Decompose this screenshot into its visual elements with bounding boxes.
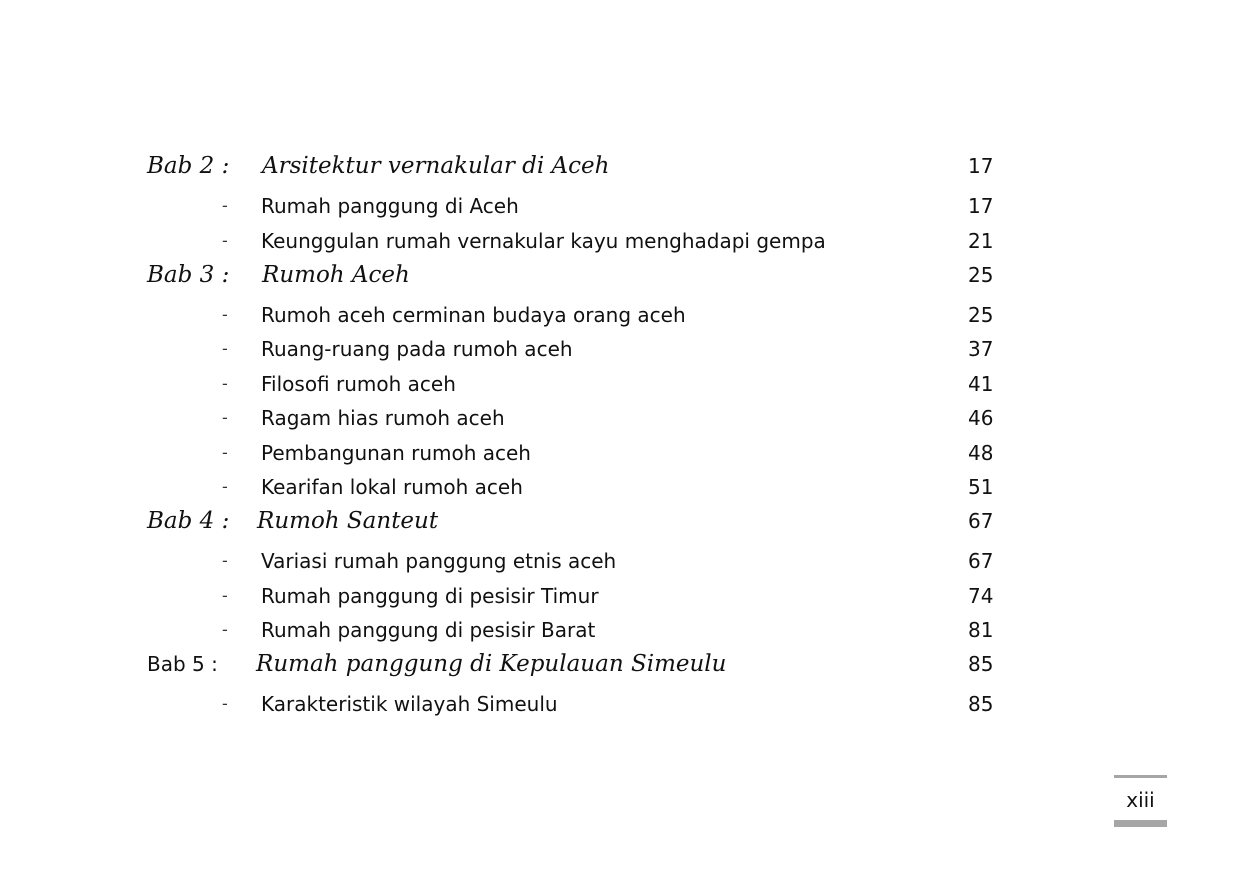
item-row [0, 472, 1240, 502]
item-title: Kearifan lokal rumoh aceh [261, 475, 523, 499]
item-title: Ruang-ruang pada rumoh aceh [261, 337, 573, 361]
page-number: 41 [968, 372, 994, 396]
item-title: Pembangunan rumoh aceh [261, 441, 531, 465]
bullet-dash: - [222, 231, 228, 250]
item-title: Ragam hias rumoh aceh [261, 406, 505, 430]
bullet-dash: - [222, 477, 228, 496]
chapter-label: Bab 5 : [147, 652, 218, 676]
chapter-title: Rumah panggung di Kepulauan Simeulu [256, 651, 727, 677]
page-number: 81 [968, 618, 994, 642]
footer-top-rule [1114, 775, 1167, 778]
chapter-row [0, 260, 1240, 290]
page-number: 17 [968, 154, 994, 178]
page-number: 21 [968, 229, 994, 253]
item-title: Karakteristik wilayah Simeulu [261, 692, 558, 716]
page-number: 46 [968, 406, 994, 430]
chapter-title: Arsitektur vernakular di Aceh [262, 153, 610, 179]
bullet-dash: - [222, 196, 228, 215]
item-row [0, 191, 1240, 221]
item-row [0, 300, 1240, 330]
page-number: 51 [968, 475, 994, 499]
chapter-label: Bab 2 : [147, 153, 230, 179]
bullet-dash: - [222, 586, 228, 605]
page-number: 37 [968, 337, 994, 361]
page-number: 48 [968, 441, 994, 465]
bullet-dash: - [222, 339, 228, 358]
bullet-dash: - [222, 620, 228, 639]
chapter-row [0, 151, 1240, 181]
page-number: 85 [968, 652, 994, 676]
item-title: Filosofi rumoh aceh [261, 372, 456, 396]
chapter-label: Bab 4 : [147, 508, 230, 534]
item-row [0, 581, 1240, 611]
page-number: 67 [968, 549, 994, 573]
page-number: 17 [968, 194, 994, 218]
bullet-dash: - [222, 374, 228, 393]
folio-page-number: xiii [1126, 788, 1155, 812]
page-footer [1114, 775, 1167, 827]
chapter-row [0, 506, 1240, 536]
item-row [0, 369, 1240, 399]
item-row [0, 334, 1240, 364]
item-title: Rumah panggung di pesisir Barat [261, 618, 596, 642]
page-number: 67 [968, 509, 994, 533]
bullet-dash: - [222, 443, 228, 462]
page-number: 25 [968, 303, 994, 327]
item-row [0, 226, 1240, 256]
item-title: Keunggulan rumah vernakular kayu menghadapi gempa [261, 229, 826, 253]
item-title: Rumah panggung di Aceh [261, 194, 519, 218]
item-title: Rumoh aceh cerminan budaya orang aceh [261, 303, 686, 327]
chapter-title: Rumoh Aceh [262, 262, 410, 288]
item-row [0, 438, 1240, 468]
page-number: 25 [968, 263, 994, 287]
chapter-title: Rumoh Santeut [257, 508, 439, 534]
page-number: 85 [968, 692, 994, 716]
chapter-label: Bab 3 : [147, 262, 230, 288]
item-row [0, 546, 1240, 576]
item-title: Variasi rumah panggung etnis aceh [261, 549, 617, 573]
bullet-dash: - [222, 551, 228, 570]
chapter-row [0, 649, 1240, 679]
bullet-dash: - [222, 305, 228, 324]
page-number: 74 [968, 584, 994, 608]
item-row [0, 403, 1240, 433]
footer-bottom-rule [1114, 820, 1167, 827]
item-title: Rumah panggung di pesisir Timur [261, 584, 599, 608]
item-row [0, 615, 1240, 645]
bullet-dash: - [222, 694, 228, 713]
bullet-dash: - [222, 408, 228, 427]
item-row [0, 689, 1240, 719]
